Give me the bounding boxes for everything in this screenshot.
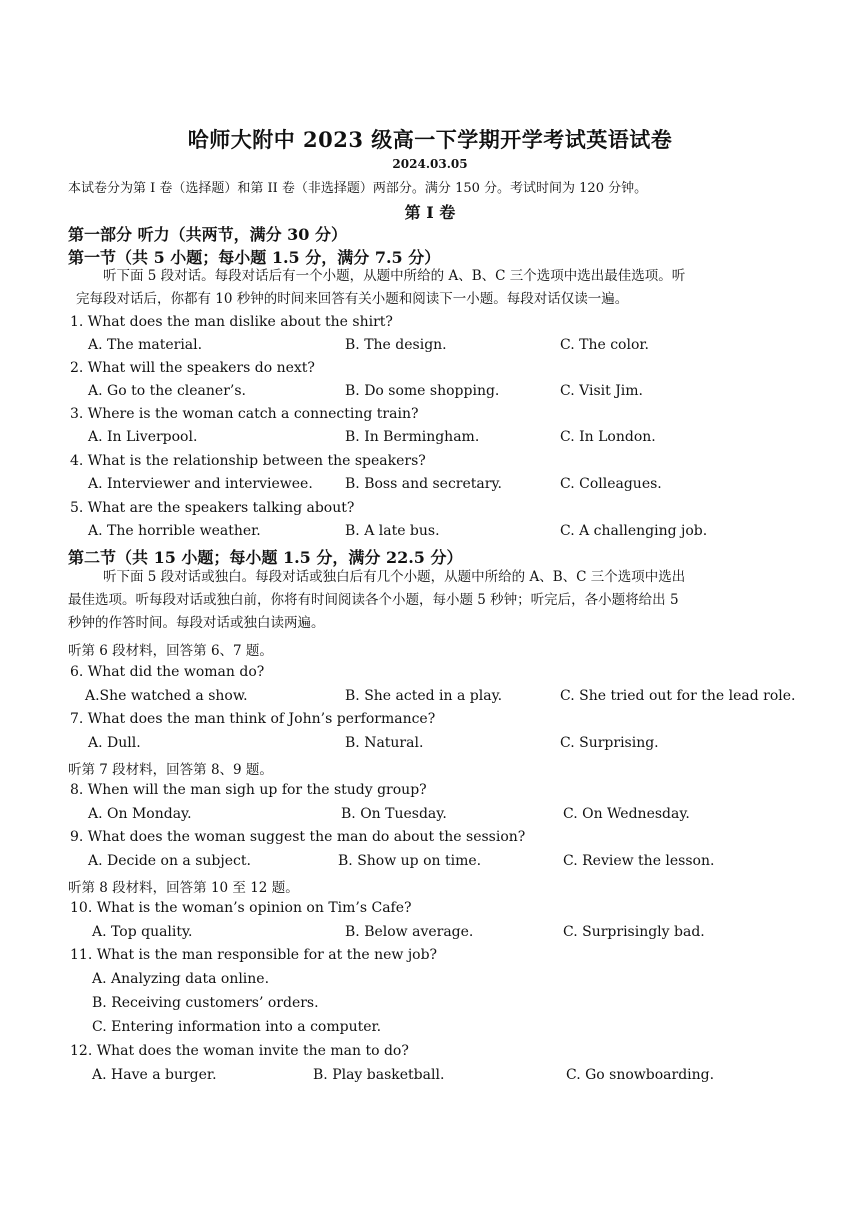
section1-instruction-line1: 听下面 5 段对话。每段对话后有一个小题，从题中所给的 A、B、C 三个选项中选出最佳选项。听 — [103, 268, 686, 284]
question-2-option-a: A. Go to the cleaner’s. — [88, 383, 246, 399]
question-3-stem: 3. Where is the woman catch a connecting train? — [70, 406, 419, 422]
text7-instruction: 听第 7 段材料，回答第 8、9 题。 — [68, 762, 273, 778]
page-title: 哈师大附中 2023 级高一下学期开学考试英语试卷 — [187, 127, 673, 152]
question-10-stem: 10. What is the woman’s opinion on Tim’s Cafe? — [70, 900, 412, 916]
question-7-option-a: A. Dull. — [88, 735, 141, 751]
question-6-option-c: C. She tried out for the lead role. — [560, 688, 796, 704]
question-4-option-b: B. Boss and secretary. — [345, 476, 502, 492]
question-1-option-c: C. The color. — [560, 337, 649, 353]
question-2-stem: 2. What will the speakers do next? — [70, 360, 315, 376]
question-5-option-a: A. The horrible weather. — [88, 523, 261, 539]
question-8-option-a: A. On Monday. — [88, 806, 192, 822]
question-1-stem: 1. What does the man dislike about the shirt? — [70, 314, 393, 330]
question-12-stem: 12. What does the woman invite the man to do? — [70, 1043, 409, 1059]
question-12-option-c: C. Go snowboarding. — [566, 1067, 715, 1083]
question-11-option-a: A. Analyzing data online. — [92, 971, 270, 987]
question-7-option-b: B. Natural. — [345, 735, 424, 751]
question-1-option-b: B. The design. — [345, 337, 447, 353]
question-4-stem: 4. What is the relationship between the speakers? — [70, 453, 426, 469]
exam-date: 2024.03.05 — [392, 157, 468, 171]
question-11-stem: 11. What is the man responsible for at the new job? — [70, 947, 438, 963]
question-1-option-a: A. The material. — [88, 337, 203, 353]
question-4-option-a: A. Interviewer and interviewee. — [88, 476, 313, 492]
section1-instruction-line2: 完每段对话后，你都有 10 秒钟的时间来回答有关小题和阅读下一小题。每段对话仅读一遍。 — [76, 291, 629, 307]
section2-instruction-line3: 秒钟的作答时间。每段对话或独白读两遍。 — [68, 615, 325, 631]
section2-instruction-line2: 最佳选项。听每段对话或独白前，你将有时间阅读各个小题，每小题 5 秒钟；听完后，各小题将给出 5 — [68, 592, 679, 608]
text8-instruction: 听第 8 段材料，回答第 10 至 12 题。 — [68, 880, 299, 896]
question-9-option-a: A. Decide on a subject. — [88, 853, 251, 869]
volume-heading: 第 I 卷 — [404, 203, 456, 222]
question-9-stem: 9. What does the woman suggest the man do about the session? — [70, 829, 526, 845]
question-9-option-b: B. Show up on time. — [338, 853, 482, 869]
section2-instruction-line1: 听下面 5 段对话或独白。每段对话或独白后有几个小题，从题中所给的 A、B、C 三个选项中选出 — [103, 569, 686, 585]
question-12-option-a: A. Have a burger. — [92, 1067, 217, 1083]
question-3-option-a: A. In Liverpool. — [88, 429, 198, 445]
question-3-option-b: B. In Bermingham. — [345, 429, 480, 445]
question-11-option-c: C. Entering information into a computer. — [92, 1019, 382, 1035]
question-10-option-b: B. Below average. — [345, 924, 474, 940]
text6-instruction: 听第 6 段材料，回答第 6、7 题。 — [68, 643, 273, 659]
question-7-option-c: C. Surprising. — [560, 735, 659, 751]
question-8-option-b: B. On Tuesday. — [341, 806, 447, 822]
question-6-stem: 6. What did the woman do? — [70, 664, 265, 680]
question-6-option-a: A.She watched a show. — [85, 688, 248, 704]
question-2-option-c: C. Visit Jim. — [560, 383, 644, 399]
question-10-option-a: A. Top quality. — [92, 924, 193, 940]
question-3-option-c: C. In London. — [560, 429, 656, 445]
part1-heading: 第一部分 听力（共两节，满分 30 分） — [68, 225, 347, 244]
question-8-stem: 8. When will the man sigh up for the study group? — [70, 782, 427, 798]
question-6-option-b: B. She acted in a play. — [345, 688, 503, 704]
question-5-option-c: C. A challenging job. — [560, 523, 708, 539]
question-9-option-c: C. Review the lesson. — [563, 853, 715, 869]
question-12-option-b: B. Play basketball. — [313, 1067, 445, 1083]
question-4-option-c: C. Colleagues. — [560, 476, 662, 492]
question-5-stem: 5. What are the speakers talking about? — [70, 500, 355, 516]
question-5-option-b: B. A late bus. — [345, 523, 440, 539]
question-10-option-c: C. Surprisingly bad. — [563, 924, 705, 940]
question-8-option-c: C. On Wednesday. — [563, 806, 690, 822]
section1-heading: 第一节（共 5 小题；每小题 1.5 分，满分 7.5 分） — [68, 248, 441, 267]
exam-intro: 本试卷分为第 I 卷（选择题）和第 II 卷（非选择题）两部分。满分 150 分。考试时间为 120 分钟。 — [68, 181, 648, 196]
section2-heading: 第二节（共 15 小题；每小题 1.5 分，满分 22.5 分） — [68, 548, 463, 567]
question-2-option-b: B. Do some shopping. — [345, 383, 500, 399]
question-11-option-b: B. Receiving customers’ orders. — [92, 995, 319, 1011]
question-7-stem: 7. What does the man think of John’s performance? — [70, 711, 436, 727]
